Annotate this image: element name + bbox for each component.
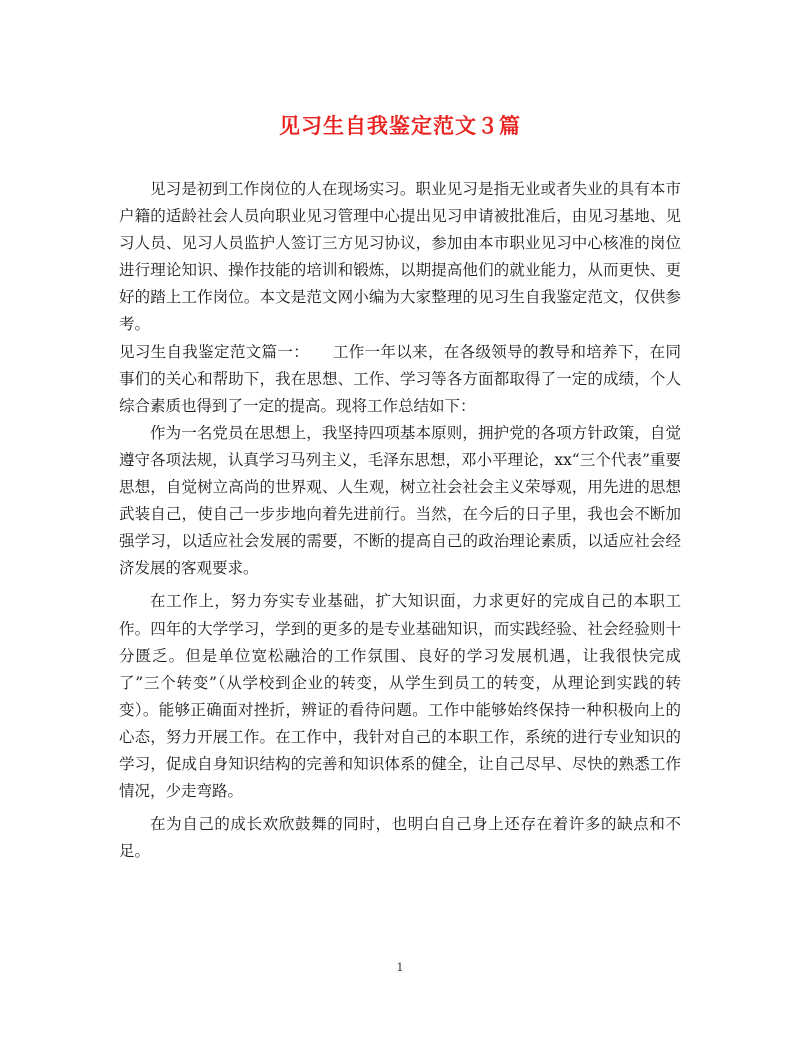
document-title: 见习生自我鉴定范文３篇 — [279, 113, 521, 138]
paragraph-work: 在工作上，努力夯实专业基础，扩大知识面，力求更好的完成自己的本职工作。四年的大学学习，学到的更多的是专业基础知识，而实践经验、社会经验则十分匮乏。但是单位宽松融洽的工作氛围、良好的学习发展机遇，让我很快完成了”三个转变”（从学校到企业的转变，从学生到员工的转变，从理论到实践的转变）。能够正确面对挫折，辨证的看待问题。工作中能够始终保持一种积极向上的心态，努力开展工作。在工作中，我针对自己的本职工作，系统的进行专业知识的学习，促成自身知识结构的完善和知识体系的健全，让自己尽早、尽快的熟悉工作情况，少走弯路。 — [119, 592, 681, 801]
paragraph-section-one-heading: 见习生自我鉴定范文篇一： 工作一年以来，在各级领导的教导和培养下，在同事们的关心和帮助下，我在思想、工作、学习等各方面都取得了一定的成绩，个人综合素质也得到了一定的提高。现将工作总结如下： — [119, 342, 681, 415]
paragraph-shortcomings: 在为自己的成长欢欣鼓舞的同时，也明白自己身上还存在着许多的缺点和不足。 — [119, 815, 681, 861]
paragraph-intro: 见习是初到工作岗位的人在现场实习。职业见习是指无业或者失业的具有本市户籍的适龄社会人员向职业见习管理中心提出见习申请被批准后，由见习基地、见习人员、见习人员监护人签订三方见习协议，参加由本市职业见习中心核准的岗位进行理论知识、操作技能的培训和锻炼，以期提高他们的就业能力，从而更快、更好的踏上工作岗位。本文是范文网小编为大家整理的见习生自我鉴定范文，仅供参考。 — [119, 180, 681, 334]
paragraph-ideology: 作为一名党员在思想上，我坚持四项基本原则，拥护党的各项方针政策，自觉遵守各项法规，认真学习马列主义，毛泽东思想，邓小平理论，xx“三个代表”重要思想，自觉树立高尚的世界观、人生观，树立社会社会主义荣辱观，用先进的思想武装自己，使自己一步步地向着先进前行。当然，在今后的日子里，我也会不断加强学习，以适应社会发展的需要，不断的提高自己的政治理论素质，以适应社会经济发展的客观要求。 — [119, 423, 681, 578]
document-body — [119, 176, 681, 865]
page-number: 1 — [396, 961, 404, 974]
